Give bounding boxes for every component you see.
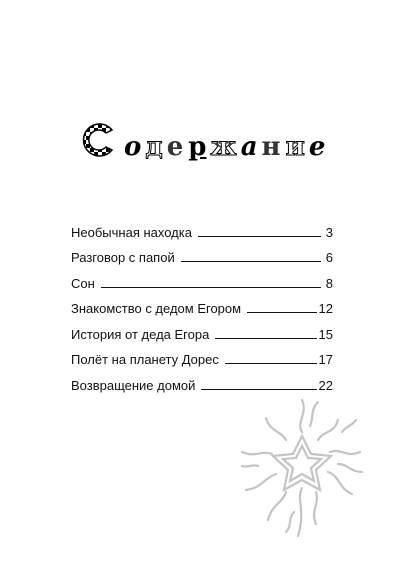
- title-letter-5: р: [188, 132, 207, 162]
- toc-leader-line: [198, 226, 321, 237]
- sun-ornament-icon: [238, 392, 366, 542]
- toc-entry-label: Разговор с папой: [71, 250, 175, 265]
- toc-entry-page: 22: [318, 377, 333, 393]
- toc-entry-page: 3: [325, 224, 333, 240]
- toc-leader-line: [247, 302, 316, 313]
- toc-entry-label: Необычная находка: [71, 224, 192, 240]
- page-title: [78, 116, 338, 160]
- title-letter-3: д: [145, 132, 163, 162]
- toc-entry-label: Полёт на планету Дорес: [71, 352, 219, 367]
- toc-entry-page: 17: [318, 352, 333, 367]
- toc-leader-line: [101, 277, 321, 288]
- toc-entry-label: Возвращение домой: [71, 377, 196, 393]
- toc-entry[interactable]: [71, 291, 333, 317]
- table-of-contents: [71, 214, 333, 393]
- toc-entry-label: Знакомство с дедом Егором: [71, 301, 242, 316]
- toc-entry-page: 8: [325, 275, 333, 291]
- toc-entry[interactable]: [71, 214, 333, 240]
- toc-entry-page: 15: [318, 326, 333, 342]
- title-letter-4: е: [166, 132, 185, 162]
- toc-entry[interactable]: [71, 316, 333, 342]
- toc-entry-label: История от деда Егора: [71, 326, 210, 342]
- toc-leader-line: [215, 328, 316, 339]
- title-letter-7: а: [240, 132, 258, 162]
- toc-leader-line: [225, 353, 317, 364]
- title-letter-8: н: [261, 132, 282, 162]
- toc-entry[interactable]: [71, 240, 333, 266]
- title-letter-10: е: [308, 132, 326, 162]
- toc-entry-page: 6: [325, 250, 333, 265]
- toc-entry[interactable]: [71, 367, 333, 393]
- toc-leader-line: [201, 379, 316, 390]
- toc-entry-label: Сон: [71, 275, 95, 291]
- checkered-letter-icon: [78, 120, 118, 160]
- toc-entry[interactable]: [71, 265, 333, 291]
- toc-entry-page: 12: [318, 301, 333, 316]
- toc-entry[interactable]: [71, 342, 333, 368]
- toc-leader-line: [181, 251, 321, 262]
- title-letter-6: ж: [210, 132, 237, 162]
- title-letter-2: о: [124, 132, 142, 162]
- title-letter-9: и: [285, 132, 305, 162]
